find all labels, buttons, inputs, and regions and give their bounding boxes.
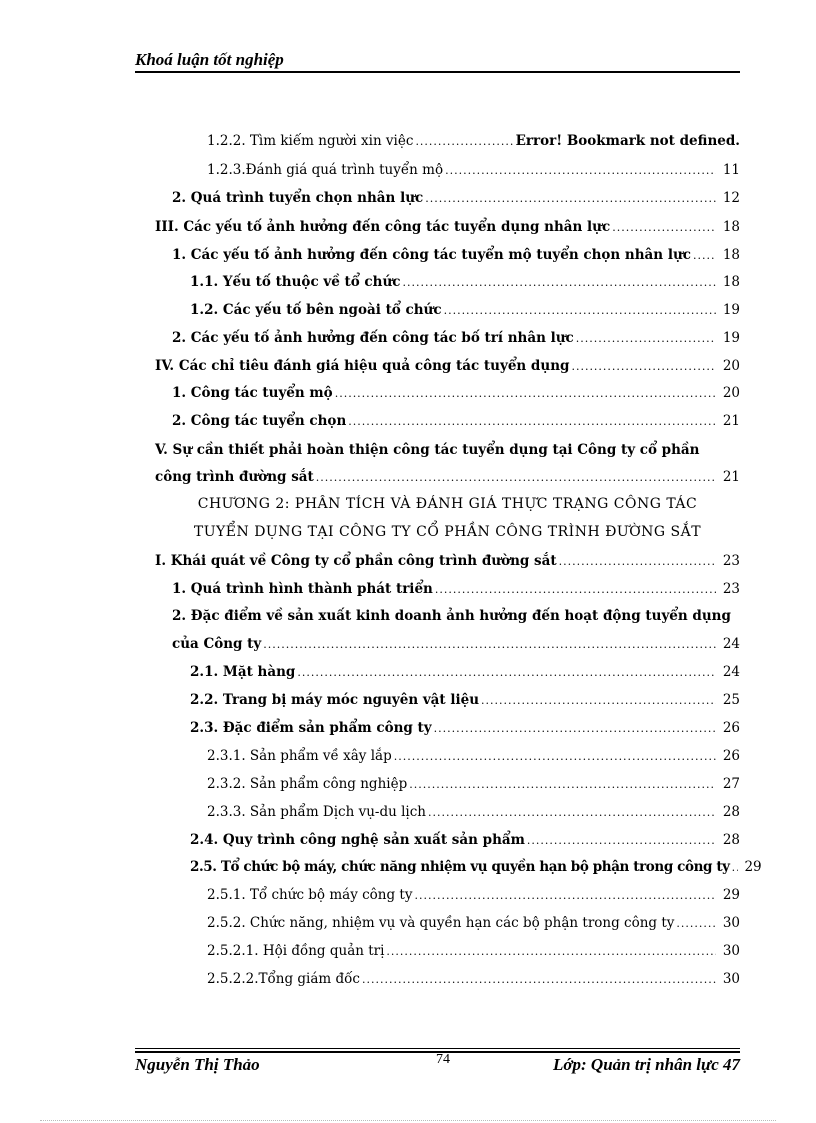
toc-leader-dots bbox=[571, 357, 716, 377]
footer-author: Nguyễn Thị Thảo bbox=[135, 1055, 260, 1074]
toc-leader-dots bbox=[335, 384, 716, 404]
toc-entry-title: 2.5.2. Chức năng, nhiệm vụ và quyền hạn các bộ phận trong công ty bbox=[207, 915, 675, 931]
toc-leader-dots bbox=[415, 886, 717, 906]
toc-leader-dots bbox=[559, 552, 716, 572]
toc-entry bbox=[172, 328, 740, 348]
toc-entry-title: 2.3.2. Sản phẩm công nghiệp bbox=[207, 776, 408, 792]
toc-page-number: 24 bbox=[722, 664, 740, 680]
toc-page-number: 19 bbox=[722, 302, 740, 318]
footer-page-number: 74 bbox=[436, 1052, 450, 1067]
toc-entry-title: 2.4. Quy trình công nghệ sản xuất sản phẩm bbox=[190, 832, 525, 848]
toc-entry bbox=[172, 606, 740, 626]
toc-page-number: 23 bbox=[722, 581, 740, 597]
toc-entry-title: 2.5.2.1. Hội đồng quản trị bbox=[207, 943, 385, 959]
toc-entry-title: 2.3.1. Sản phẩm về xây lắp bbox=[207, 748, 392, 764]
toc-entry bbox=[155, 217, 740, 237]
toc-entry-title: I. Khái quát về Công ty cổ phần công trình đường sắt bbox=[155, 553, 557, 569]
toc-entry bbox=[190, 830, 740, 850]
toc-entry bbox=[172, 579, 740, 599]
toc-entry-title: 2.5. Tổ chức bộ máy, chức năng nhiệm vụ quyền hạn bộ phận trong công ty bbox=[190, 859, 730, 875]
toc-leader-dots bbox=[428, 803, 716, 823]
toc-entry-title: 1.2.2. Tìm kiếm người xin việc bbox=[207, 133, 414, 149]
toc-leader-dots bbox=[394, 747, 716, 767]
toc-entry bbox=[207, 941, 740, 961]
toc-entry bbox=[155, 440, 740, 460]
toc-page-number: 28 bbox=[722, 832, 740, 848]
toc-entry bbox=[190, 300, 740, 320]
toc-entry-title: 2. Các yếu tố ảnh hưởng đến công tác bố trí nhân lực bbox=[172, 330, 574, 346]
toc-entry-title: 1.1. Yếu tố thuộc về tổ chức bbox=[190, 274, 401, 290]
toc-page-number: 18 bbox=[722, 247, 740, 263]
toc-entry-title: 1. Các yếu tố ảnh hưởng đến công tác tuyển mộ tuyển chọn nhân lực bbox=[172, 247, 691, 263]
toc-entry-title: 1.2.3.Đánh giá quá trình tuyển mộ bbox=[207, 162, 444, 178]
toc-leader-dots bbox=[409, 775, 716, 795]
toc-entry bbox=[155, 467, 740, 487]
toc-leader-dots bbox=[444, 301, 716, 321]
toc-entry bbox=[172, 634, 740, 654]
toc-entry-title: 1.2. Các yếu tố bên ngoài tổ chức bbox=[190, 302, 442, 318]
toc-page-number: 18 bbox=[722, 219, 740, 235]
page-edge-dotted-line bbox=[40, 1120, 776, 1121]
toc-page-number: 20 bbox=[722, 358, 740, 374]
toc-page-number: 30 bbox=[722, 915, 740, 931]
toc-entry-title: của Công ty bbox=[172, 636, 262, 652]
toc-entry-title: 2.3. Đặc điểm sản phẩm công ty bbox=[190, 720, 432, 736]
toc-leader-dots bbox=[403, 273, 716, 293]
toc-page-number: 11 bbox=[722, 162, 740, 178]
toc-page-number: 26 bbox=[722, 748, 740, 764]
footer-rule-top bbox=[135, 1048, 740, 1049]
toc-entry-title: 1. Quá trình hình thành phát triển bbox=[172, 581, 433, 597]
toc-entry bbox=[172, 411, 740, 431]
toc-leader-dots bbox=[297, 663, 716, 683]
toc-entry-title: 2. Đặc điểm về sản xuất kinh doanh ảnh hưởng đến hoạt động tuyển dụng bbox=[172, 608, 731, 624]
toc-entry bbox=[190, 272, 740, 292]
toc-leader-dots bbox=[676, 914, 716, 934]
toc-page-number: 24 bbox=[722, 636, 740, 652]
toc-leader-dots bbox=[445, 161, 716, 181]
toc-entry-title: công trình đường sắt bbox=[155, 469, 314, 485]
toc-leader-dots bbox=[415, 132, 513, 152]
toc-page-number: 21 bbox=[722, 413, 740, 429]
toc-page-number: 23 bbox=[722, 553, 740, 569]
toc-entry-title: IV. Các chỉ tiêu đánh giá hiệu quả công tác tuyển dụng bbox=[155, 358, 570, 374]
toc-leader-dots bbox=[481, 691, 716, 711]
toc-entry bbox=[155, 356, 740, 376]
toc-leader-dots bbox=[362, 970, 716, 990]
toc-leader-dots bbox=[435, 580, 716, 600]
toc-entry-title: 2.2. Trang bị máy móc nguyên vật liệu bbox=[190, 692, 480, 708]
toc-leader-dots bbox=[316, 468, 716, 488]
toc-leader-dots bbox=[732, 858, 738, 878]
toc-entry-title: 2.5.1. Tổ chức bộ máy công ty bbox=[207, 887, 413, 903]
toc-entry-title: V. Sự cần thiết phải hoàn thiện công tác tuyển dụng tại Công ty cổ phần bbox=[155, 442, 700, 458]
toc-entry bbox=[190, 718, 740, 738]
toc-page-number: 29 bbox=[744, 859, 762, 875]
toc-entry bbox=[190, 857, 762, 877]
toc-entry-title: 2. Công tác tuyển chọn bbox=[172, 413, 347, 429]
toc-page-number: 26 bbox=[722, 720, 740, 736]
toc-leader-dots bbox=[612, 218, 716, 238]
toc-entry bbox=[172, 245, 740, 265]
toc-page-number: 20 bbox=[722, 385, 740, 401]
toc-page-number: 19 bbox=[722, 330, 740, 346]
toc-page-number: 30 bbox=[722, 971, 740, 987]
header-rule bbox=[135, 71, 740, 73]
toc-entry bbox=[207, 802, 740, 822]
toc-entry-title: 2.1. Mặt hàng bbox=[190, 664, 296, 680]
toc-entry bbox=[172, 383, 740, 403]
footer-class: Lớp: Quản trị nhân lực 47 bbox=[553, 1055, 740, 1074]
toc-entry bbox=[207, 131, 740, 151]
toc-entry-title: 2.5.2.2.Tổng giám đốc bbox=[207, 971, 360, 987]
toc-leader-dots bbox=[425, 189, 716, 209]
toc-entry bbox=[207, 885, 740, 905]
toc-entry bbox=[172, 188, 740, 208]
toc-page-number: 29 bbox=[722, 887, 740, 903]
toc-leader-dots bbox=[434, 719, 716, 739]
toc-entry bbox=[207, 746, 740, 766]
chapter-heading-line2: TUYỂN DỤNG TẠI CÔNG TY CỔ PHẦN CÔNG TRÌNH ĐƯỜNG SẮT bbox=[193, 524, 702, 540]
toc-leader-dots bbox=[576, 329, 716, 349]
toc-entry bbox=[207, 774, 740, 794]
toc-entry bbox=[190, 662, 740, 682]
toc-entry-title: III. Các yếu tố ảnh hưởng đến công tác tuyển dụng nhân lực bbox=[155, 219, 611, 235]
toc-entry bbox=[190, 690, 740, 710]
toc-page-number: 30 bbox=[722, 943, 740, 959]
chapter-heading-line1: CHƯƠNG 2: PHÂN TÍCH VÀ ĐÁNH GIÁ THỰC TRẠNG CÔNG TÁC bbox=[197, 496, 698, 512]
toc-page-number: 28 bbox=[722, 804, 740, 820]
toc-page-number: 12 bbox=[722, 190, 740, 206]
toc-leader-dots bbox=[386, 942, 716, 962]
toc-leader-dots bbox=[527, 831, 716, 851]
toc-entry bbox=[207, 160, 740, 180]
toc-page-number: 21 bbox=[722, 469, 740, 485]
toc-entry bbox=[207, 969, 740, 989]
toc-page-number: 25 bbox=[722, 692, 740, 708]
toc-leader-dots bbox=[693, 246, 716, 266]
toc-leader-dots bbox=[263, 635, 716, 655]
toc-entry-title: 2.3.3. Sản phẩm Dịch vụ-du lịch bbox=[207, 804, 427, 820]
toc-bookmark-error: Error! Bookmark not defined. bbox=[515, 133, 740, 149]
toc-entry bbox=[207, 913, 740, 933]
header-title: Khoá luận tốt nghiệp bbox=[135, 50, 284, 69]
toc-leader-dots bbox=[348, 412, 716, 432]
toc-page-number: 27 bbox=[722, 776, 740, 792]
toc-entry-title: 1. Công tác tuyển mộ bbox=[172, 385, 333, 401]
toc-entry bbox=[155, 551, 740, 571]
toc-page-number: 18 bbox=[722, 274, 740, 290]
toc-entry-title: 2. Quá trình tuyển chọn nhân lực bbox=[172, 190, 424, 206]
